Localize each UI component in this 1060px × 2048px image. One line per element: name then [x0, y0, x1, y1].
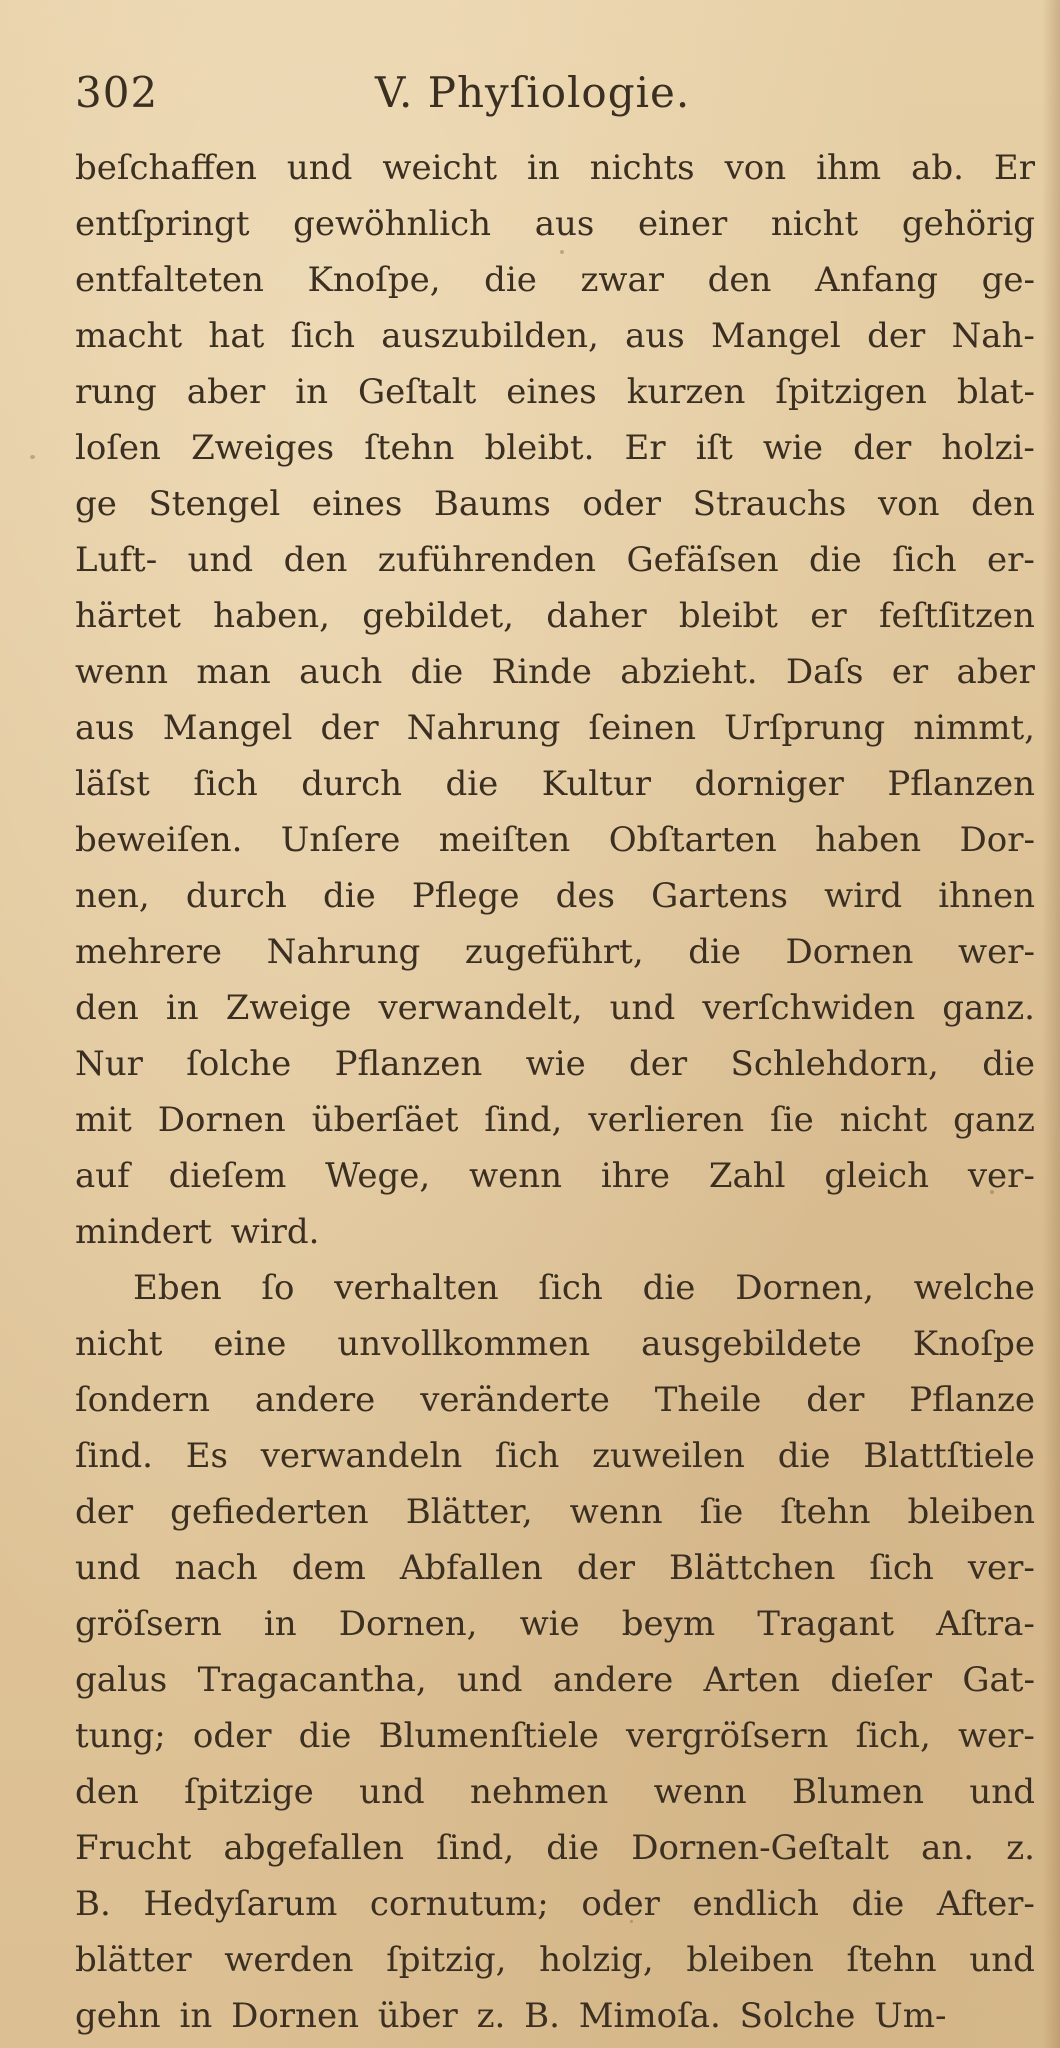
word: nen,: [75, 876, 150, 916]
word: Dornen: [785, 932, 914, 972]
word: durch: [301, 764, 403, 804]
word: und: [969, 1940, 1035, 1980]
word: andere: [254, 1380, 376, 1420]
body-text: [75, 140, 1035, 2044]
word: Es: [185, 1436, 228, 1476]
word: gewöhnlich: [293, 204, 492, 244]
word: nicht: [839, 1100, 928, 1140]
word: beweiſen.: [75, 820, 243, 860]
text-line: [75, 364, 1035, 420]
word: Geſtalt: [357, 372, 477, 412]
word: Eben: [133, 1268, 222, 1308]
word: dorniger: [694, 764, 844, 804]
text-line: [75, 252, 1035, 308]
word: die: [688, 932, 741, 972]
word: ge-: [981, 260, 1035, 300]
word: unvollkommen: [337, 1324, 591, 1364]
word: in: [165, 988, 199, 1028]
word: ſondern: [75, 1380, 210, 1420]
word: mit: [75, 1100, 132, 1140]
word: Er: [993, 148, 1035, 188]
word: in: [263, 1604, 297, 1644]
paper-speck: [630, 1920, 633, 1923]
text-line: [75, 532, 1035, 588]
word: Pflanzen: [887, 764, 1035, 804]
word: zuführenden: [377, 540, 597, 580]
word: wie: [519, 1604, 580, 1644]
text-line: [75, 924, 1035, 980]
word: haben,: [213, 596, 330, 636]
word: ihnen: [938, 876, 1035, 916]
word: die: [484, 260, 537, 300]
word: Knoſpe: [912, 1324, 1035, 1364]
word: ſpitzig,: [386, 1940, 507, 1980]
text-line: [75, 420, 1035, 476]
text-line: [75, 644, 1035, 700]
word: daher: [546, 596, 647, 636]
word: verhalten: [334, 1268, 499, 1308]
word: oder: [192, 1716, 272, 1756]
word: ſo: [261, 1268, 295, 1308]
word: den: [75, 988, 139, 1028]
word: cornutum;: [369, 1884, 549, 1924]
word: andere: [552, 1660, 674, 1700]
word: ſich: [193, 764, 258, 804]
paper-speck: [30, 455, 35, 459]
word: auf: [75, 1156, 130, 1196]
word: er: [891, 652, 929, 692]
word: wird: [824, 876, 903, 916]
word: ſind.: [75, 1436, 153, 1476]
word: einer: [637, 204, 728, 244]
word: die: [851, 1884, 905, 1924]
word: zwar: [580, 260, 665, 300]
word: Er: [624, 428, 666, 468]
word: er: [810, 596, 847, 636]
word: Blumen: [792, 1772, 925, 1812]
word: entfalteten: [75, 260, 264, 300]
word: wenn: [569, 1492, 663, 1532]
word: bleiben: [907, 1492, 1035, 1532]
word: Frucht: [75, 1828, 192, 1868]
word: nimmt,: [913, 708, 1035, 748]
word: ſich,: [855, 1716, 931, 1756]
word: gröſsern: [75, 1604, 222, 1644]
word: macht: [75, 316, 183, 356]
word: Pflanzen: [334, 1044, 483, 1084]
word: Gartens: [651, 876, 788, 916]
word: ausgebildete: [641, 1324, 862, 1364]
word: ihm: [816, 148, 882, 188]
text-line: [75, 140, 1035, 196]
word: holzig,: [539, 1940, 654, 1980]
word: blätter: [75, 1940, 192, 1980]
word: den: [75, 1772, 139, 1812]
word: beſchaffen: [75, 148, 257, 188]
word: hat: [208, 316, 265, 356]
text-line: [75, 1652, 1035, 1708]
word: Baums: [433, 484, 551, 524]
word: zuweilen: [592, 1436, 745, 1476]
word: Blättchen: [668, 1548, 836, 1588]
word: Daſs: [785, 652, 864, 692]
word: der: [576, 1548, 635, 1588]
word: und: [359, 1772, 425, 1812]
word: die: [777, 1436, 831, 1476]
word: z.: [1006, 1828, 1035, 1868]
word: wer-: [957, 932, 1035, 972]
word: und: [969, 1772, 1035, 1812]
word: Dornen: [157, 1100, 286, 1140]
word: weicht: [382, 148, 498, 188]
running-head: V. Phyſiologie.: [375, 68, 691, 117]
word: an.: [921, 1828, 975, 1868]
word: dem: [291, 1548, 366, 1588]
word: ſpitzigen: [775, 372, 927, 412]
word: Stengel: [148, 484, 281, 524]
word: ſich: [538, 1268, 603, 1308]
word: die: [642, 1268, 696, 1308]
word: eines: [506, 372, 597, 412]
word: ſie: [770, 1100, 814, 1140]
word: haben: [815, 820, 922, 860]
text-line: [75, 1260, 1035, 1316]
text-line: [75, 756, 1035, 812]
word: wie: [525, 1044, 586, 1084]
text-line: [75, 1932, 1035, 1988]
word: Gefäſsen: [626, 540, 779, 580]
word: die: [298, 1716, 352, 1756]
word: Nah-: [951, 316, 1035, 356]
word: in: [295, 372, 328, 412]
word: ihre: [600, 1156, 671, 1196]
word: Blumenſtiele: [378, 1716, 599, 1756]
word: eine: [213, 1324, 287, 1364]
word: den: [971, 484, 1035, 524]
text-line: [75, 812, 1035, 868]
word: und: [609, 988, 676, 1028]
word: ver-: [967, 1548, 1035, 1588]
word: Dornen,: [338, 1604, 478, 1644]
word: und: [456, 1660, 523, 1700]
word: der: [75, 1492, 134, 1532]
word: tung;: [75, 1716, 166, 1756]
text-line: mindert wird.: [75, 1212, 320, 1252]
text-line: [75, 1540, 1035, 1596]
text-line: [75, 868, 1035, 924]
paper-speck: [990, 1190, 994, 1194]
word: ſich: [869, 1548, 934, 1588]
word: Rinde: [491, 652, 592, 692]
word: Urſprung: [724, 708, 886, 748]
text-line: [75, 476, 1035, 532]
word: Aſtra-: [936, 1604, 1035, 1644]
word: Gat-: [962, 1660, 1035, 1700]
word: ſich: [494, 1436, 560, 1476]
word: die: [982, 1044, 1035, 1084]
word: und: [187, 540, 254, 580]
word: nicht: [770, 204, 859, 244]
word: eines: [311, 484, 403, 524]
text-line: [75, 308, 1035, 364]
word: ſolche: [186, 1044, 292, 1084]
word: Strauchs: [692, 484, 847, 524]
word: und: [75, 1548, 141, 1588]
word: auch: [299, 652, 383, 692]
word: die: [322, 876, 376, 916]
word: mehrere: [75, 932, 223, 972]
word: abzieht.: [620, 652, 758, 692]
word: gefiederten: [170, 1492, 369, 1532]
word: Blattſtiele: [863, 1436, 1035, 1476]
word: dieſer: [830, 1660, 933, 1700]
word: die: [809, 540, 862, 580]
word: loſen: [75, 428, 161, 468]
word: ge: [75, 484, 117, 524]
word: nicht: [75, 1324, 163, 1364]
word: Tragacantha,: [197, 1660, 427, 1700]
word: rung: [75, 372, 157, 412]
word: beym: [621, 1604, 716, 1644]
word: in: [527, 148, 560, 188]
word: zugeführt,: [464, 932, 644, 972]
text-line: [75, 1820, 1035, 1876]
word: Nur: [75, 1044, 143, 1084]
text-line: [75, 980, 1035, 1036]
word: bleibt.: [484, 428, 595, 468]
word: und: [286, 148, 353, 188]
word: wenn: [75, 652, 169, 692]
text-line: [75, 1708, 1035, 1764]
word: Zweige: [225, 988, 352, 1028]
word: Pflanze: [909, 1380, 1035, 1420]
word: verwandelt,: [378, 988, 583, 1028]
word: Nahrung: [266, 932, 421, 972]
word: ver-: [967, 1156, 1035, 1196]
word: nehmen: [470, 1772, 609, 1812]
word: den: [283, 540, 348, 580]
text-line: [75, 1596, 1035, 1652]
text-line: [75, 1764, 1035, 1820]
text-line: gehn in Dornen über z. B. Mimoſa. Solche Um-: [75, 1996, 947, 2036]
word: verſchwiden: [702, 988, 916, 1028]
word: ſtehn: [780, 1492, 871, 1532]
word: endlich: [692, 1884, 819, 1924]
text-line: [75, 1036, 1035, 1092]
word: oder: [581, 1884, 660, 1924]
word: wenn: [653, 1772, 747, 1812]
word: wer-: [957, 1716, 1035, 1756]
text-line: [75, 1316, 1035, 1372]
word: aber: [956, 652, 1035, 692]
word: ſtehn: [364, 428, 455, 468]
word: Blätter,: [405, 1492, 533, 1532]
word: ganz: [953, 1100, 1035, 1140]
word: ſich: [290, 316, 355, 356]
word: ſeinen: [588, 708, 696, 748]
word: entſpringt: [75, 204, 250, 244]
word: dieſem: [168, 1156, 287, 1196]
word: die: [546, 1828, 600, 1868]
word: aber: [186, 372, 266, 412]
word: veränderte: [420, 1380, 610, 1420]
word: durch: [185, 876, 287, 916]
word: wie: [762, 428, 824, 468]
word: After-: [936, 1884, 1035, 1924]
text-line: [75, 1484, 1035, 1540]
word: der: [853, 428, 912, 468]
word: überſäet: [311, 1100, 459, 1140]
word: galus: [75, 1660, 168, 1700]
word: Dornen-Geſtalt: [631, 1828, 889, 1868]
word: Zahl: [708, 1156, 786, 1196]
word: Anfang: [815, 260, 938, 300]
word: aus: [75, 708, 135, 748]
word: Tragant: [757, 1604, 895, 1644]
word: läſst: [75, 764, 150, 804]
word: kurzen: [626, 372, 746, 412]
word: Arten: [703, 1660, 801, 1700]
word: der: [806, 1380, 865, 1420]
word: Hedyſarum: [143, 1884, 338, 1924]
word: er-: [987, 540, 1035, 580]
text-line: [75, 1876, 1035, 1932]
word: wenn: [469, 1156, 563, 1196]
word: bleibt: [678, 596, 778, 636]
word: Nahrung: [406, 708, 561, 748]
text-line: [75, 1092, 1035, 1148]
text-line: [75, 1428, 1035, 1484]
page-edge-shadow: [1042, 0, 1060, 2048]
word: Mangel: [711, 316, 841, 356]
word: von: [877, 484, 940, 524]
word: iſt: [695, 428, 733, 468]
text-line: [75, 588, 1035, 644]
word: der: [867, 316, 926, 356]
word: nach: [174, 1548, 258, 1588]
word: werden: [224, 1940, 354, 1980]
word: gehörig: [901, 204, 1035, 244]
text-line: [75, 700, 1035, 756]
word: Kultur: [541, 764, 651, 804]
word: den: [707, 260, 772, 300]
word: gebildet,: [362, 596, 514, 636]
word: Obſtarten: [608, 820, 777, 860]
word: Theile: [654, 1380, 762, 1420]
word: aus: [625, 316, 685, 356]
word: Abfallen: [399, 1548, 543, 1588]
word: härtet: [75, 596, 181, 636]
word: ſie: [699, 1492, 744, 1532]
word: die: [410, 652, 464, 692]
word: ganz.: [942, 988, 1035, 1028]
word: vergröſsern: [626, 1716, 829, 1756]
word: ab.: [911, 148, 964, 188]
word: Schlehdorn,: [730, 1044, 939, 1084]
word: Pflege: [411, 876, 520, 916]
text-line: [75, 1372, 1035, 1428]
word: der: [320, 708, 379, 748]
page-header: [75, 58, 1035, 128]
word: ſpitzige: [184, 1772, 314, 1812]
word: die: [445, 764, 499, 804]
word: Mangel: [162, 708, 293, 748]
word: von: [724, 148, 787, 188]
word: Knoſpe,: [307, 260, 441, 300]
word: Zweiges: [191, 428, 335, 468]
word: Luft-: [75, 540, 158, 580]
word: blat-: [956, 372, 1035, 412]
word: Dor-: [959, 820, 1035, 860]
word: der: [629, 1044, 688, 1084]
page-number: 302: [75, 68, 159, 117]
word: oder: [582, 484, 661, 524]
word: ſind,: [484, 1100, 563, 1140]
word: Wege,: [325, 1156, 431, 1196]
word: meiſten: [438, 820, 571, 860]
word: ſich: [892, 540, 957, 580]
word: aus: [534, 204, 595, 244]
paper-speck: [560, 250, 564, 254]
word: man: [196, 652, 271, 692]
text-line: [75, 1148, 1035, 1204]
word: verlieren: [588, 1100, 745, 1140]
word: holzi-: [941, 428, 1035, 468]
word: B.: [75, 1884, 111, 1924]
word: gleich: [824, 1156, 929, 1196]
word: Dornen,: [735, 1268, 874, 1308]
word: des: [555, 876, 615, 916]
word: feſtſitzen: [878, 596, 1035, 636]
word: bleiben: [686, 1940, 814, 1980]
word: ſtehn: [846, 1940, 937, 1980]
word: auszubilden,: [381, 316, 599, 356]
word: verwandeln: [260, 1436, 463, 1476]
word: Unſere: [280, 820, 401, 860]
word: nichts: [589, 148, 695, 188]
word: ſind,: [436, 1828, 515, 1868]
word: welche: [913, 1268, 1035, 1308]
text-line: [75, 196, 1035, 252]
word: abgefallen: [223, 1828, 405, 1868]
